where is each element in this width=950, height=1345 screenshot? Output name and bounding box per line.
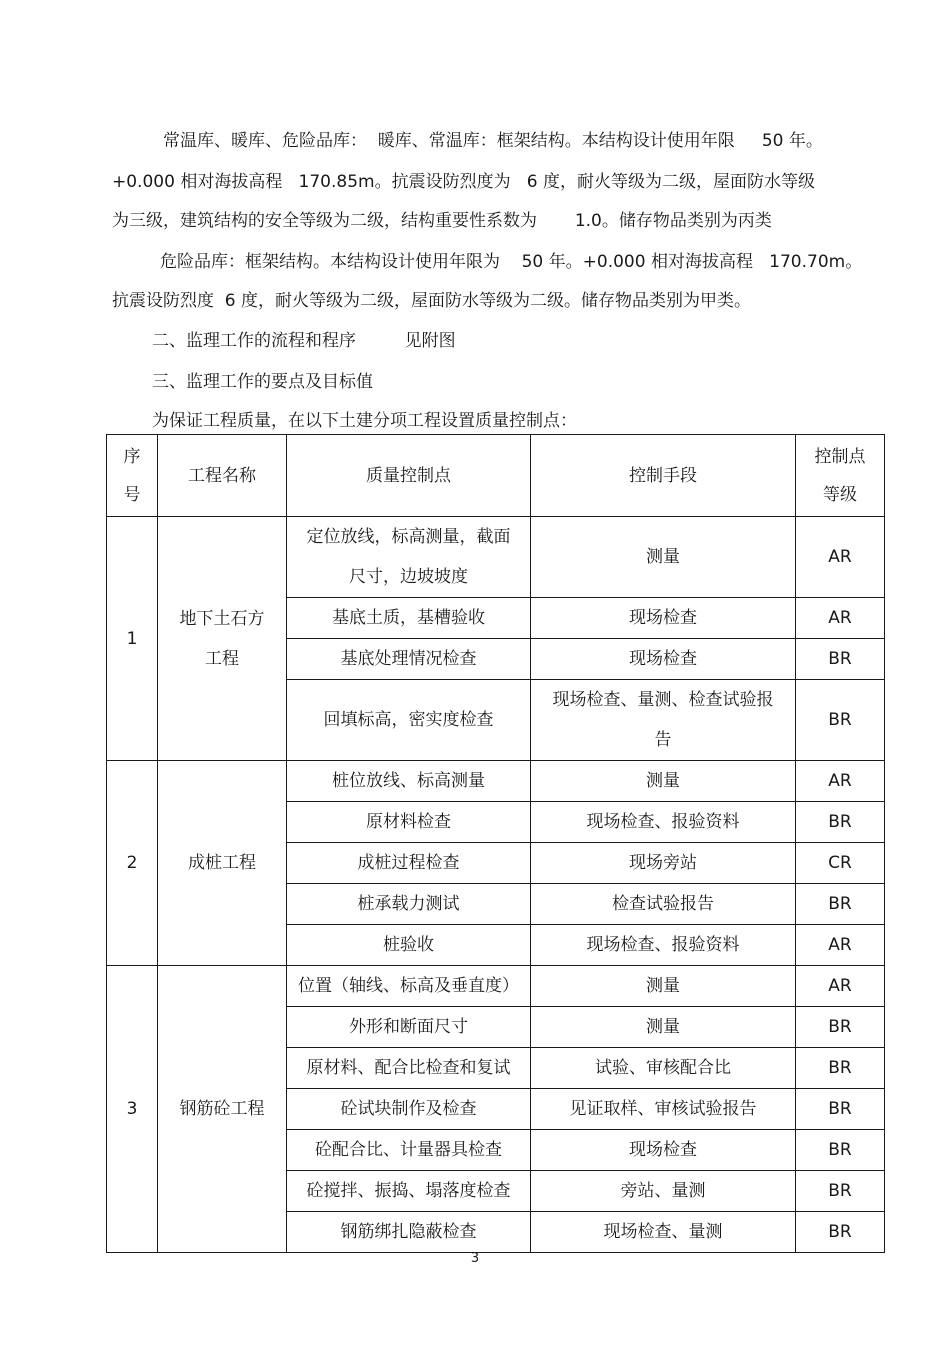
cell-control-method: 测量: [531, 517, 796, 598]
cell-control-method: 现场检查、量测、检查试验报 告: [531, 680, 796, 761]
cell-control-method: 现场检查、报验资料: [531, 802, 796, 843]
cell-control-method: 测量: [531, 966, 796, 1007]
cell-control-method: 试验、审核配合比: [531, 1048, 796, 1089]
cell-control-point: 桩位放线、标高测量: [287, 761, 531, 802]
cell-control-point: 砼配合比、计量器具检查: [287, 1130, 531, 1171]
paragraph-line: 为保证工程质量，在以下土建分项工程设置质量控制点：: [152, 411, 577, 431]
cell-control-point: 原材料、配合比检查和复试: [287, 1048, 531, 1089]
cell-control-method: 旁站、量测: [531, 1171, 796, 1212]
cell-grade: BR: [796, 802, 885, 843]
cell-grade: AR: [796, 598, 885, 639]
header-point: 质量控制点: [287, 435, 531, 517]
cell-project: 地下土石方 工程: [158, 517, 287, 761]
cell-control-method: 现场检查: [531, 1130, 796, 1171]
cell-control-point: 钢筋绑扎隐蔽检查: [287, 1212, 531, 1253]
table-body: [107, 517, 885, 1253]
paragraph-line: 为三级，建筑结构的安全等级为二级，结构重要性系数为 1.0。储存物品类别为丙类: [112, 211, 772, 231]
cell-project: 钢筋砼工程: [158, 966, 287, 1253]
cell-grade: BR: [796, 1130, 885, 1171]
cell-control-method: 现场检查、量测: [531, 1212, 796, 1253]
header-grade: 控制点 等级: [796, 435, 885, 517]
table-row: [107, 761, 885, 802]
cell-control-point: 基底土质，基槽验收: [287, 598, 531, 639]
cell-control-point: 定位放线，标高测量，截面 尺寸，边坡坡度: [287, 517, 531, 598]
cell-grade: BR: [796, 1048, 885, 1089]
section-heading: 二、监理工作的流程和程序 见附图: [152, 331, 456, 351]
table-row: [107, 966, 885, 1007]
cell-project: 成桩工程: [158, 761, 287, 966]
cell-control-method: 现场检查: [531, 639, 796, 680]
cell-control-point: 位置（轴线、标高及垂直度）: [287, 966, 531, 1007]
cell-control-method: 现场检查、报验资料: [531, 925, 796, 966]
cell-control-method: 检查试验报告: [531, 884, 796, 925]
cell-control-method: 现场旁站: [531, 843, 796, 884]
cell-control-point: 外形和断面尺寸: [287, 1007, 531, 1048]
cell-grade: AR: [796, 925, 885, 966]
cell-grade: BR: [796, 1007, 885, 1048]
cell-control-point: 桩承载力测试: [287, 884, 531, 925]
cell-grade: BR: [796, 639, 885, 680]
cell-grade: AR: [796, 517, 885, 598]
header-method: 控制手段: [531, 435, 796, 517]
cell-control-point: 基底处理情况检查: [287, 639, 531, 680]
quality-control-table: [106, 434, 885, 1253]
paragraph-line: +0.000 相对海拔高程 170.85m。抗震设防烈度为 6 度，耐火等级为二级，屋面防水等级: [112, 172, 816, 192]
cell-control-point: 原材料检查: [287, 802, 531, 843]
header-seq: 序 号: [107, 435, 158, 517]
cell-control-method: 测量: [531, 1007, 796, 1048]
cell-control-point: 砼搅拌、振捣、塌落度检查: [287, 1171, 531, 1212]
cell-control-point: 回填标高，密实度检查: [287, 680, 531, 761]
cell-grade: CR: [796, 843, 885, 884]
cell-control-point: 成桩过程检查: [287, 843, 531, 884]
cell-grade: BR: [796, 1089, 885, 1130]
table-header-row: [107, 435, 885, 517]
cell-seq: 1: [107, 517, 158, 761]
page-number: 3: [470, 1251, 480, 1266]
cell-control-method: 见证取样、审核试验报告: [531, 1089, 796, 1130]
section-heading: 三、监理工作的要点及目标值: [152, 372, 373, 392]
cell-grade: BR: [796, 1171, 885, 1212]
cell-grade: BR: [796, 1212, 885, 1253]
header-project: 工程名称: [158, 435, 287, 517]
paragraph-line: 危险品库：框架结构。本结构设计使用年限为 50 年。+0.000 相对海拔高程 170.70m。: [160, 252, 863, 272]
cell-grade: BR: [796, 884, 885, 925]
cell-control-method: 现场检查: [531, 598, 796, 639]
cell-control-point: 砼试块制作及检查: [287, 1089, 531, 1130]
cell-control-point: 桩验收: [287, 925, 531, 966]
paragraph-line: 常温库、暖库、危险品库： 暖库、常温库：框架结构。本结构设计使用年限 50 年。: [163, 131, 823, 151]
cell-grade: AR: [796, 761, 885, 802]
cell-control-method: 测量: [531, 761, 796, 802]
cell-grade: BR: [796, 680, 885, 761]
cell-grade: AR: [796, 966, 885, 1007]
cell-seq: 2: [107, 761, 158, 966]
paragraph-line: 抗震设防烈度 6 度，耐火等级为二级，屋面防水等级为二级。储存物品类别为甲类。: [112, 291, 752, 311]
cell-seq: 3: [107, 966, 158, 1253]
table-row: [107, 517, 885, 598]
